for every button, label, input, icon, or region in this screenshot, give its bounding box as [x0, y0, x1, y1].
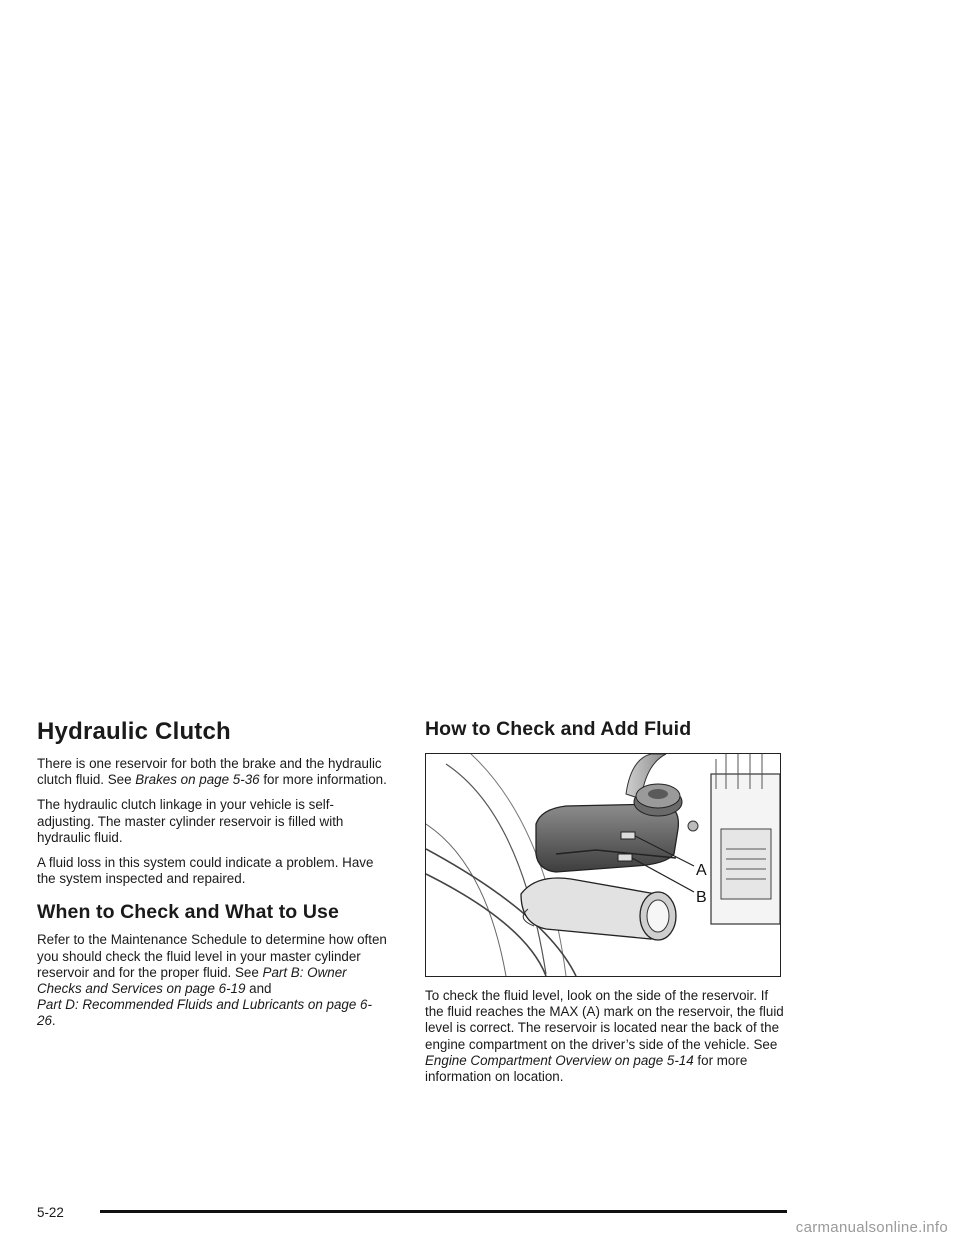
paragraph-fluid-loss: A fluid loss in this system could indicate a problem. Have the system inspected and repaired.: [37, 855, 374, 887]
page-number: 5-22: [37, 1205, 64, 1220]
text: for more information on location.: [425, 1052, 748, 1085]
cross-reference-link[interactable]: Part B: Owner Checks and Services on page 6-19: [37, 964, 347, 997]
text: for more information.: [259, 772, 387, 788]
text: To check the fluid level, look on the side of the reservoir. If the fluid reaches the MAX (A) mark on the reservoir, the fluid level is correct. The reservoir is located near the back of the engine compartment on the driver’s side of the vehicle. See: [425, 988, 784, 1052]
cross-reference-link[interactable]: Brakes on page 5-36: [135, 772, 260, 788]
subheading-when-to-check: When to Check and What to Use: [37, 901, 339, 924]
callout-b-label: B: [696, 889, 707, 906]
text: There is one reservoir for both the brake and the hydraulic clutch fluid. See: [37, 756, 382, 788]
paragraph-linkage: The hydraulic clutch linkage in your vehicle is self-adjusting. The master cylinder reservoir is filled with hydraulic fluid.: [37, 797, 344, 845]
reservoir-drawing: [426, 754, 780, 976]
paragraph-check-fluid: [425, 988, 787, 1085]
watermark: carmanualsonline.info: [795, 1219, 948, 1236]
reservoir-illustration: [425, 753, 781, 977]
paragraph-reservoir: [37, 756, 387, 788]
footer-divider: [100, 1210, 787, 1213]
text: Refer to the Maintenance Schedule to determine how often you should check the fluid level in your master cylinder reservoir and for the proper fluid. See: [37, 932, 387, 980]
section-heading-hydraulic-clutch: Hydraulic Clutch: [37, 718, 231, 745]
left-column: [37, 712, 387, 1039]
cross-reference-link[interactable]: Engine Compartment Overview on page 5-14: [425, 1052, 694, 1068]
right-column: [425, 712, 787, 1094]
text: .: [51, 1013, 56, 1029]
subheading-how-to-check: How to Check and Add Fluid: [425, 718, 692, 740]
callout-a-label: A: [696, 862, 707, 879]
text: and: [245, 981, 272, 997]
cross-reference-link[interactable]: Part D: Recommended Fluids and Lubricants on page 6-26: [37, 997, 372, 1029]
paragraph-maintenance: [37, 932, 387, 1029]
